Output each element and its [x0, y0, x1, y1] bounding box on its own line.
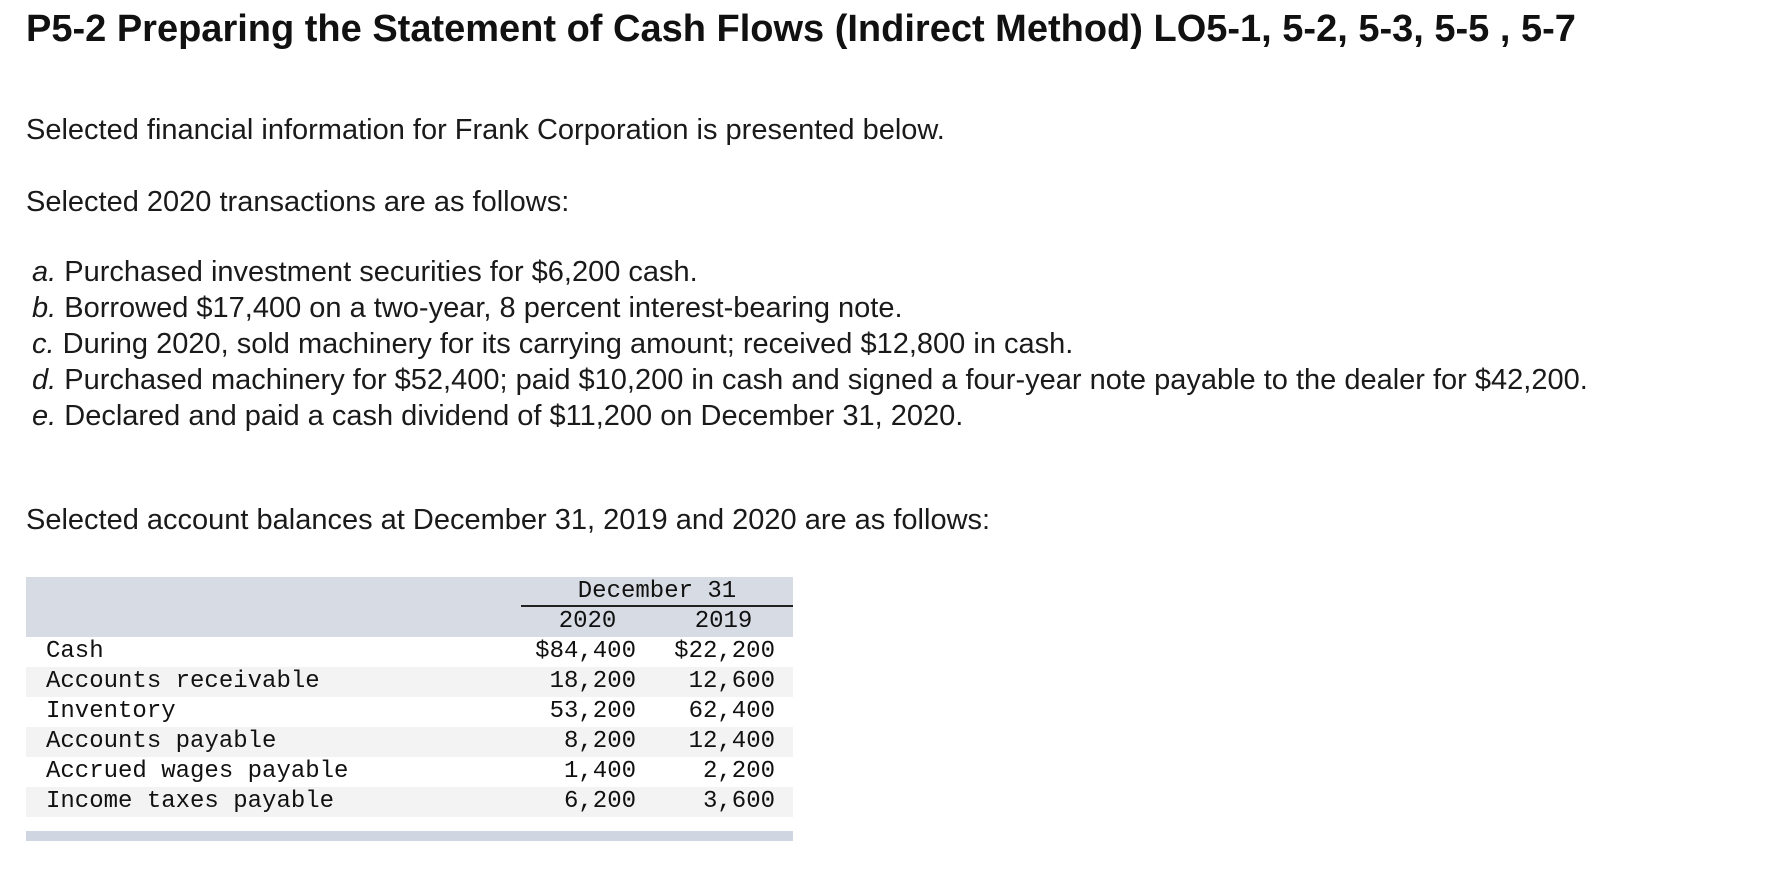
value-2019: $22,200: [654, 637, 793, 667]
header-blank-cell: [26, 607, 521, 637]
value-2020: 6,200: [521, 787, 654, 817]
value-2020: 18,200: [521, 667, 654, 697]
account-name: Income taxes payable: [26, 787, 521, 817]
problem-title: P5-2 Preparing the Statement of Cash Flows (Indirect Method) LO5-1, 5-2, 5-3, 5-5 , 5-7: [26, 8, 1576, 50]
table-row: [26, 697, 793, 727]
year-header-2019: 2019: [654, 607, 793, 637]
account-name: Accounts payable: [26, 727, 521, 757]
table-row: [26, 667, 793, 697]
transaction-letter: b.: [32, 292, 57, 324]
table-header-group-row: [26, 577, 793, 607]
value-2019: 12,400: [654, 727, 793, 757]
transaction-letter: d.: [32, 364, 57, 396]
account-name: Cash: [26, 637, 521, 667]
transaction-letter: e.: [32, 400, 57, 432]
transaction-text: Borrowed $17,400 on a two-year, 8 percent interest-bearing note.: [56, 292, 903, 324]
value-2019: 12,600: [654, 667, 793, 697]
value-2019: 62,400: [654, 697, 793, 727]
transaction-text: Declared and paid a cash dividend of $11,200 on December 31, 2020.: [56, 400, 964, 432]
table-footer-bar: [26, 831, 793, 841]
group-header-december-31: December 31: [521, 577, 793, 607]
value-2020: $84,400: [521, 637, 654, 667]
transaction-item: [32, 290, 1588, 326]
transaction-item: [32, 398, 1588, 434]
transaction-text: During 2020, sold machinery for its carrying amount; received $12,800 in cash.: [54, 328, 1074, 360]
balances-intro: Selected account balances at December 31, 2019 and 2020 are as follows:: [26, 504, 991, 536]
account-name: Accounts receivable: [26, 667, 521, 697]
account-name: Inventory: [26, 697, 521, 727]
transaction-letter: a.: [32, 256, 57, 288]
table-row: [26, 757, 793, 787]
value-2020: 53,200: [521, 697, 654, 727]
table-row: [26, 787, 793, 817]
balances-table-container: [26, 577, 793, 841]
transaction-text: Purchased machinery for $52,400; paid $10,200 in cash and signed a four-year note payable to the dealer for $42,200.: [56, 364, 1588, 396]
year-header-2020: 2020: [521, 607, 654, 637]
header-blank-cell: [26, 577, 521, 607]
account-name: Accrued wages payable: [26, 757, 521, 787]
transaction-text: Purchased investment securities for $6,200 cash.: [56, 256, 698, 288]
value-2019: 3,600: [654, 787, 793, 817]
group-header-cell: [521, 577, 793, 607]
table-row: [26, 637, 793, 667]
table-row: [26, 727, 793, 757]
value-2019: 2,200: [654, 757, 793, 787]
transactions-intro: Selected 2020 transactions are as follows:: [26, 186, 570, 218]
transaction-item: [32, 254, 1588, 290]
transactions-list: [32, 254, 1588, 434]
transaction-item: [32, 362, 1588, 398]
account-balances-table: [26, 577, 793, 817]
transaction-item: [32, 326, 1588, 362]
intro-paragraph: Selected financial information for Frank Corporation is presented below.: [26, 114, 945, 146]
table-header-year-row: [26, 607, 793, 637]
value-2020: 8,200: [521, 727, 654, 757]
value-2020: 1,400: [521, 757, 654, 787]
transaction-letter: c.: [32, 328, 55, 360]
